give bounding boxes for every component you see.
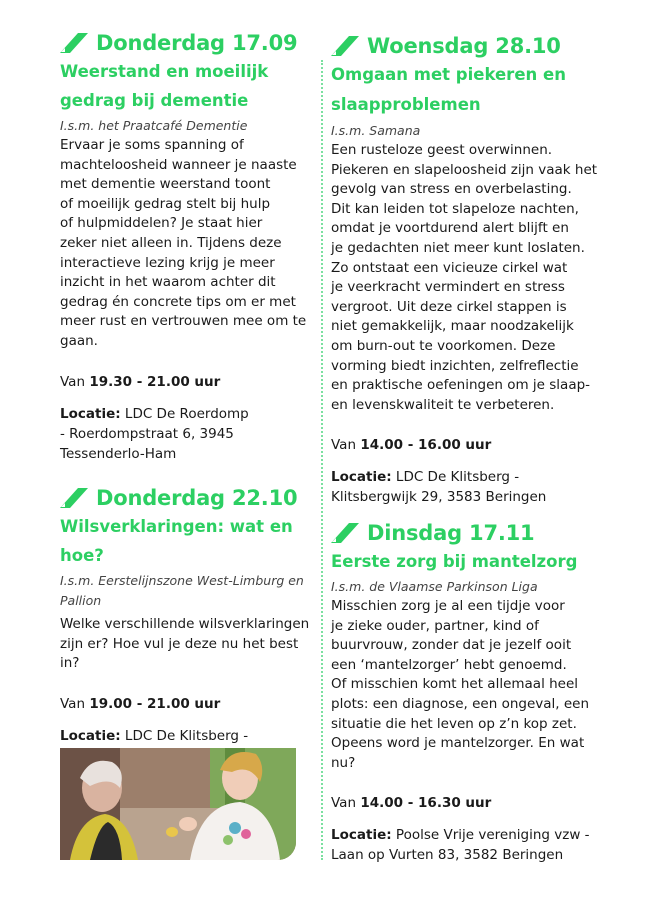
event-description: Ervaar je soms spanning of machteloosheid wanneer je naaste met dementie weerstand toont of moeilijk gedrag stelt bij hulp of hulpmiddelen? Je staat hier zeker niet alleen in. Tijdens deze interactieve lezing krijg je meer inzicht in het waarom achter dit gedrag én concrete tips om er met meer rust en vertrouwen mee om te gaan. (60, 137, 307, 349)
column-divider (321, 60, 323, 860)
event-card (60, 30, 310, 464)
event-time-prefix: Van (60, 373, 86, 390)
event-location-label: Locatie: (60, 405, 121, 422)
event-time-prefix: Van (60, 695, 86, 712)
event-day: Donderdag 17.09 (96, 31, 298, 55)
event-time-value: 14.00 - 16.30 uur (360, 795, 492, 812)
event-time (60, 694, 310, 714)
event-day-heading (60, 485, 310, 511)
photo-two-women-laughing (60, 748, 296, 860)
event-title: Eerste zorg bij mantelzorg (331, 552, 578, 571)
event-card (60, 485, 310, 766)
event-location-label: Locatie: (331, 469, 392, 486)
event-time (331, 435, 611, 455)
event-partner: I.s.m. de Vlaamse Parkinson Liga (331, 579, 538, 594)
event-time-prefix: Van (331, 437, 357, 454)
event-location (60, 404, 310, 464)
event-location-value: LDC De Klitsberg - Klitsbergwijk 29, 3583 Beringen (331, 469, 547, 506)
event-title: Weerstand en moeilijk gedrag bij dementie (60, 62, 269, 110)
event-title: Omgaan met piekeren en slaapproblemen (331, 65, 566, 114)
event-time-value: 14.00 - 16.00 uur (360, 437, 492, 454)
event-description: Een rusteloze geest overwinnen. Piekeren en slapeloosheid zijn vaak het gevolg van stress en overbelasting. Dit kan leiden tot slapeloze nachten, omdat je voortdurend alert blijft en je gedachten niet meer kunt loslaten. Zo ontstaat een vicieuze cirkel wat je veerkracht vermindert en stress vergroot. Uit deze cirkel stappen is niet gemakkelijk, maar noodzakelijk om burn-out te voorkomen. Deze vorming biedt inzichten, zelfreflectie en praktische oefeningen om je slaap- en levenskwaliteit te verbeteren. (331, 142, 598, 413)
event-day: Woensdag 28.10 (367, 34, 561, 58)
event-description: Misschien zorg je al een tijdje voor je zieke ouder, partner, kind of buurvrouw, zonder dat je jezelf ooit een ‘mantelzorger’ hebt genoemd. Of misschien komt het allemaal heel plots: een diagnose, een ongeval, een situatie die het leven op z’n kop zet. Opeens word je mantelzorger. En wat nu? (331, 598, 590, 771)
slash-icon (331, 36, 359, 56)
event-partner: I.s.m. Eerstelijnszone West-Limburg en Pallion (60, 573, 304, 608)
event-partner: I.s.m. Samana (331, 123, 421, 138)
event-description: Welke verschillende wilsverklaringen zijn er? Hoe vul je deze nu het best in? (60, 616, 310, 672)
event-location-value: LDC De Klitsberg - (124, 727, 249, 744)
event-day: Donderdag 22.10 (96, 486, 298, 510)
event-location-label: Locatie: (331, 827, 392, 844)
event-location-value: Poolse Vrije vereniging vzw - Laan op Vurten 83, 3582 Beringen (331, 827, 590, 864)
event-day-heading (331, 33, 611, 59)
event-time-value: 19.00 - 21.00 uur (89, 695, 221, 712)
event-day: Dinsdag 17.11 (367, 521, 535, 545)
event-day-heading (331, 520, 611, 546)
event-location-label: Locatie: (60, 727, 121, 744)
event-time-value: 19.30 - 21.00 uur (89, 373, 221, 390)
event-partner: I.s.m. het Praatcafé Dementie (60, 118, 248, 133)
slash-icon (60, 33, 88, 53)
event-location (331, 825, 611, 865)
event-time (331, 793, 611, 813)
event-time-prefix: Van (331, 795, 357, 812)
event-location (331, 467, 611, 507)
event-day-heading (60, 30, 310, 56)
event-card (331, 33, 611, 507)
event-location-value: LDC De Roerdomp - Roerdompstraat 6, 3945 Tessenderlo-Ham (60, 405, 249, 462)
event-title: Wilsverklaringen: wat en hoe? (60, 517, 293, 565)
photo-illustration (60, 748, 296, 860)
slash-icon (60, 488, 88, 508)
event-card (331, 520, 611, 865)
event-time (60, 372, 310, 392)
slash-icon (331, 523, 359, 543)
